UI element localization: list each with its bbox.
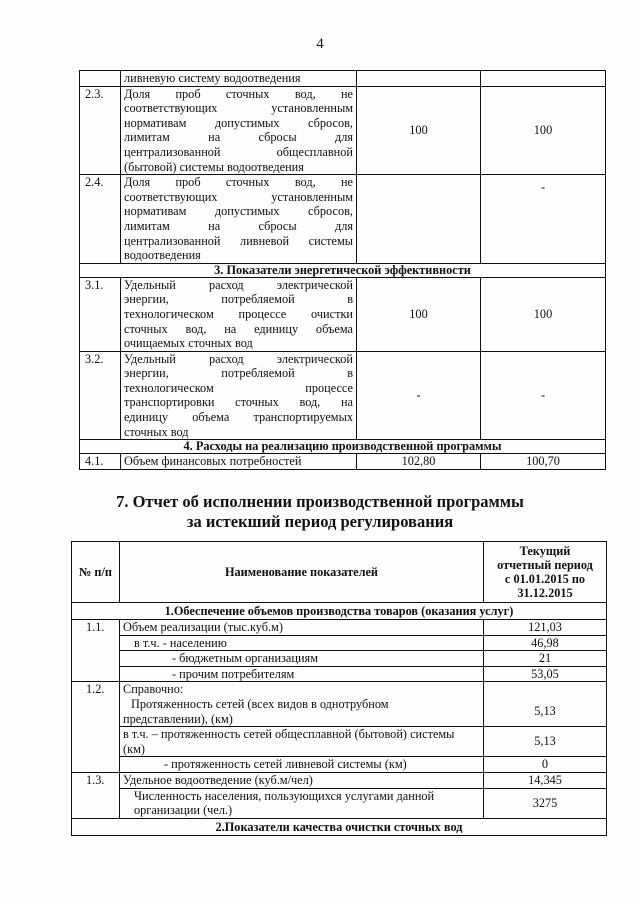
row-number: 2.3.	[80, 86, 121, 175]
table-row	[72, 666, 607, 682]
report-table	[71, 541, 607, 836]
table-row	[72, 788, 607, 818]
value-plan: 102,80	[357, 454, 481, 470]
column-header-period: Текущий отчетный период с 01.01.2015 по 31.12.2015	[484, 542, 607, 603]
table-row	[72, 682, 607, 727]
row-description: Объем финансовых потребностей	[121, 454, 357, 470]
table-row	[80, 277, 606, 351]
row-description: ливневую систему водоотведения	[121, 71, 357, 87]
table-row	[80, 454, 606, 470]
value-actual: 100,70	[481, 454, 606, 470]
row-description: в т.ч. - населению	[120, 635, 484, 651]
row-number: 1.3.	[72, 772, 120, 818]
table-row	[72, 651, 607, 667]
value-actual: -	[481, 175, 606, 264]
table-row	[72, 772, 607, 788]
value-plan: 100	[357, 277, 481, 351]
row-number: 1.2.	[72, 682, 120, 773]
section-subtitle: за истекший период регулирования	[186, 512, 454, 531]
section-title: 7. Отчет об исполнении производственной программы	[116, 492, 524, 511]
row-number	[80, 71, 121, 87]
table-row	[72, 727, 607, 757]
column-header-name: Наименование показателей	[120, 542, 484, 603]
table-row	[80, 175, 606, 264]
table-row	[80, 86, 606, 175]
section-header: 4. Расходы на реализацию производственной программы	[80, 440, 606, 454]
row-description: - прочим потребителям	[120, 666, 484, 682]
row-value: 5,13	[484, 727, 607, 757]
row-number: 1.1.	[72, 620, 120, 682]
row-number: 3.2.	[80, 351, 121, 440]
value-actual: 100	[481, 86, 606, 175]
row-description: Удельный расход электрической энергии, потребляемой в технологическом процессе транспортировки сточных вод, на единицу объема транспортируемых сточных вод	[121, 351, 357, 440]
row-description: в т.ч. – протяженность сетей общесплавной (бытовой) системы (км)	[120, 727, 484, 757]
row-value: 121,03	[484, 620, 607, 636]
row-description: Доля проб сточных вод, не соответствующих установленным нормативам допустимых сбросов, лимитам на сбросы для централизованной ливневой системы водоотведения	[121, 175, 357, 264]
row-description: Удельное водоотведение (куб.м/чел)	[120, 772, 484, 788]
value-actual: -	[481, 351, 606, 440]
row-value: 21	[484, 651, 607, 667]
value-plan: 100	[357, 86, 481, 175]
section-header: 3. Показатели энергетической эффективности	[80, 263, 606, 277]
row-value: 14,345	[484, 772, 607, 788]
value-plan	[357, 175, 481, 264]
row-number: 2.4.	[80, 175, 121, 264]
row-value: 3275	[484, 788, 607, 818]
row-description: - бюджетным организациям	[120, 651, 484, 667]
column-header-number: № п/п	[72, 542, 120, 603]
table-row	[72, 620, 607, 636]
value-actual: 100	[481, 277, 606, 351]
row-description: Удельный расход электрической энергии, потребляемой в технологическом процессе очистки сточных вод, на единицу объема очищаемых сточных вод	[121, 277, 357, 351]
row-number: 4.1.	[80, 454, 121, 470]
row-value: 5,13	[484, 682, 607, 727]
value-plan: -	[357, 351, 481, 440]
row-value: 0	[484, 757, 607, 773]
table-row	[80, 71, 606, 87]
row-description: Объем реализации (тыс.куб.м)	[120, 620, 484, 636]
section-header: 1.Обеспечение объемов производства товаров (оказания услуг)	[72, 603, 607, 620]
row-description: Численность населения, пользующихся услугами данной организации (чел.)	[120, 788, 484, 818]
row-number: 3.1.	[80, 277, 121, 351]
page-number: 4	[316, 36, 324, 52]
row-description: - протяженность сетей ливневой системы (км)	[120, 757, 484, 773]
row-description: Справочно: Протяженность сетей (всех видов в однотрубном представлении), (км)	[120, 682, 484, 727]
section-header: 2.Показатели качества очистки сточных вод	[72, 818, 607, 835]
row-description: Доля проб сточных вод, не соответствующих установленным нормативам допустимых сбросов, лимитам на сбросы для централизованной общесплавной (бытовой) системы водоотведения	[121, 86, 357, 175]
table-row	[72, 757, 607, 773]
row-value: 53,05	[484, 666, 607, 682]
row-value: 46,98	[484, 635, 607, 651]
indicators-table	[79, 70, 606, 470]
table-row	[72, 635, 607, 651]
table-row	[80, 351, 606, 440]
table-header	[72, 542, 607, 603]
